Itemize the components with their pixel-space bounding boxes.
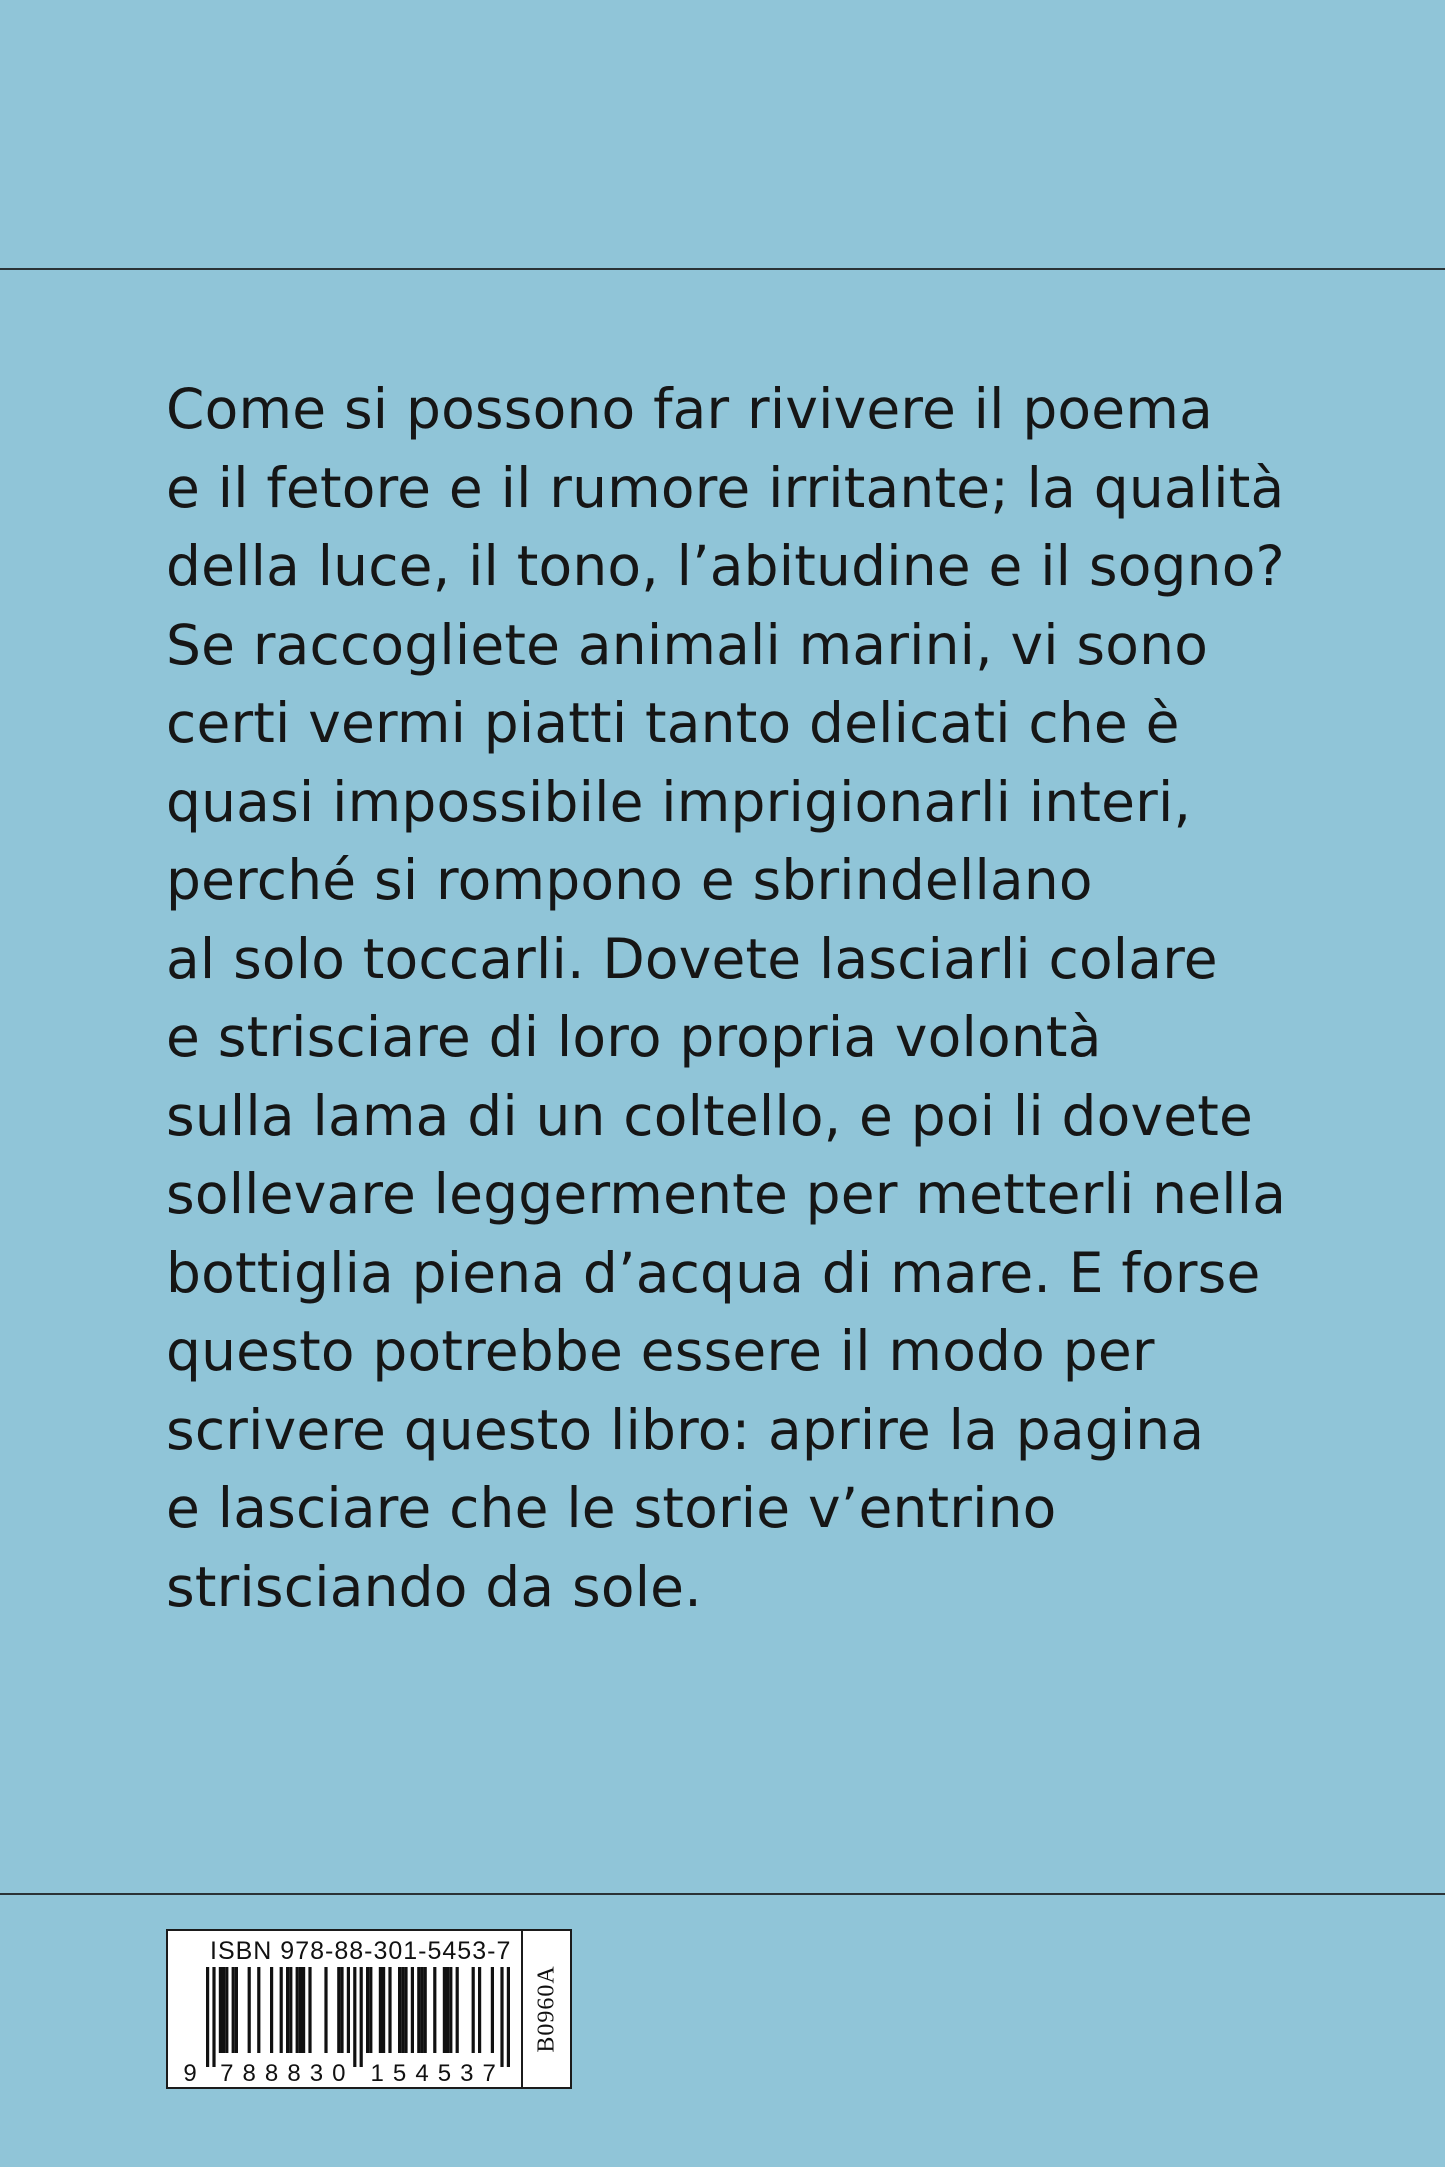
barcode-digit: 8: [264, 2060, 279, 2087]
barcode-bar: [219, 1967, 222, 2053]
top-rule: [0, 268, 1445, 270]
barcode-bar: [491, 1967, 494, 2053]
barcode-bar: [424, 1967, 427, 2053]
barcode-bar: [443, 1967, 446, 2053]
barcode-bar: [225, 1967, 228, 2053]
blurb-line: Come si possono far rivivere il poema: [166, 377, 1214, 441]
barcode-bar: [411, 1967, 414, 2053]
blurb-line: al solo toccarli. Dovete lasciarli colare: [166, 926, 1218, 991]
barcode-bar: [299, 1967, 302, 2053]
barcode-bar: [212, 1967, 215, 2067]
barcode-digit: 7: [220, 2060, 234, 2087]
barcode-bar: [388, 1967, 391, 2053]
barcode-bar: [456, 1967, 459, 2053]
barcode-bars: [168, 1931, 524, 2087]
blurb-line: questo potrebbe essere il modo per: [166, 1319, 1155, 1383]
blurb-line: scrivere questo libro: aprire la pagina: [166, 1397, 1205, 1462]
barcode-bar: [398, 1967, 401, 2053]
barcode-bar: [308, 1967, 311, 2053]
barcode-bar: [206, 1967, 209, 2067]
barcode-bar: [248, 1967, 251, 2053]
barcode-bar: [286, 1967, 289, 2053]
back-cover-blurb: [166, 370, 1316, 1626]
barcode-bar: [404, 1967, 407, 2053]
barcode-digit: 8: [287, 2060, 301, 2087]
blurb-line: della luce, il tono, l’abitudine e il sogno?: [166, 534, 1285, 598]
barcode-digit: 0: [332, 2060, 346, 2087]
blurb-line: e strisciare di loro propria volontà: [166, 1005, 1102, 1069]
blurb-line: certi vermi piatti tanto delicati che è: [166, 691, 1180, 755]
isbn-barcode: [166, 1929, 572, 2089]
blurb-line: bottiglia piena d’acqua di mare. E forse: [166, 1240, 1261, 1305]
barcode-bar: [379, 1967, 382, 2053]
blurb-line: e lasciare che le storie v’entrino: [166, 1476, 1057, 1540]
barcode-bar: [420, 1967, 423, 2053]
barcode-bar: [500, 1967, 503, 2067]
barcode-digit: 9: [183, 2060, 197, 2087]
barcode-digit: 7: [482, 2060, 496, 2087]
blurb-line: sulla lama di un coltello, e poi li dovete: [166, 1083, 1254, 1148]
isbn-label: ISBN 978-88-301-5453-7: [210, 1937, 512, 1965]
blurb-line: Se raccogliete animali marini, vi sono: [166, 612, 1209, 677]
barcode-bar: [366, 1967, 369, 2053]
barcode-bar: [401, 1967, 404, 2053]
barcode-bar: [289, 1967, 292, 2053]
barcode-bar: [296, 1967, 299, 2053]
barcode-digit: 1: [370, 2060, 384, 2087]
barcode-bar: [232, 1967, 235, 2053]
barcode-bar: [257, 1967, 260, 2053]
barcode-bar: [417, 1967, 420, 2053]
blurb-line: strisciando da sole.: [166, 1554, 702, 1619]
barcode-bar: [337, 1967, 340, 2053]
barcode-bar: [222, 1967, 225, 2053]
bottom-rule: [0, 1893, 1445, 1895]
product-code-box: [521, 1929, 572, 2089]
product-code: B0960A: [533, 1965, 559, 2053]
barcode-bar: [360, 1967, 363, 2067]
barcode-bar: [433, 1967, 436, 2053]
barcode-digit: 4: [415, 2060, 429, 2087]
barcode-digit: 3: [460, 2060, 474, 2087]
barcode-bar: [347, 1967, 350, 2053]
barcode-bar: [270, 1967, 273, 2053]
barcode-digit: 3: [309, 2060, 324, 2087]
barcode-bar: [478, 1967, 481, 2053]
barcode-bar: [507, 1967, 510, 2067]
barcode-digit: 8: [242, 2060, 256, 2087]
barcode-bar: [472, 1967, 475, 2053]
barcode-bar: [340, 1967, 343, 2053]
barcode-bar: [353, 1967, 356, 2067]
barcode-bar: [235, 1967, 238, 2053]
barcode-bar: [382, 1967, 385, 2053]
barcode-bar: [446, 1967, 449, 2053]
blurb-line: sollevare leggermente per metterli nella: [166, 1162, 1287, 1226]
barcode-bar: [369, 1967, 372, 2053]
blurb-line: e il fetore e il rumore irritante; la qualità: [166, 455, 1285, 520]
barcode-bar: [302, 1967, 305, 2053]
barcode-digit: 5: [392, 2060, 407, 2087]
barcode-bar: [324, 1967, 327, 2053]
blurb-line: perché si rompono e sbrindellano: [166, 848, 1093, 912]
barcode-bar: [449, 1967, 452, 2053]
barcode-digit: 5: [437, 2060, 452, 2087]
barcode-bar: [280, 1967, 283, 2053]
blurb-line: quasi impossibile imprigionarli interi,: [166, 769, 1192, 834]
